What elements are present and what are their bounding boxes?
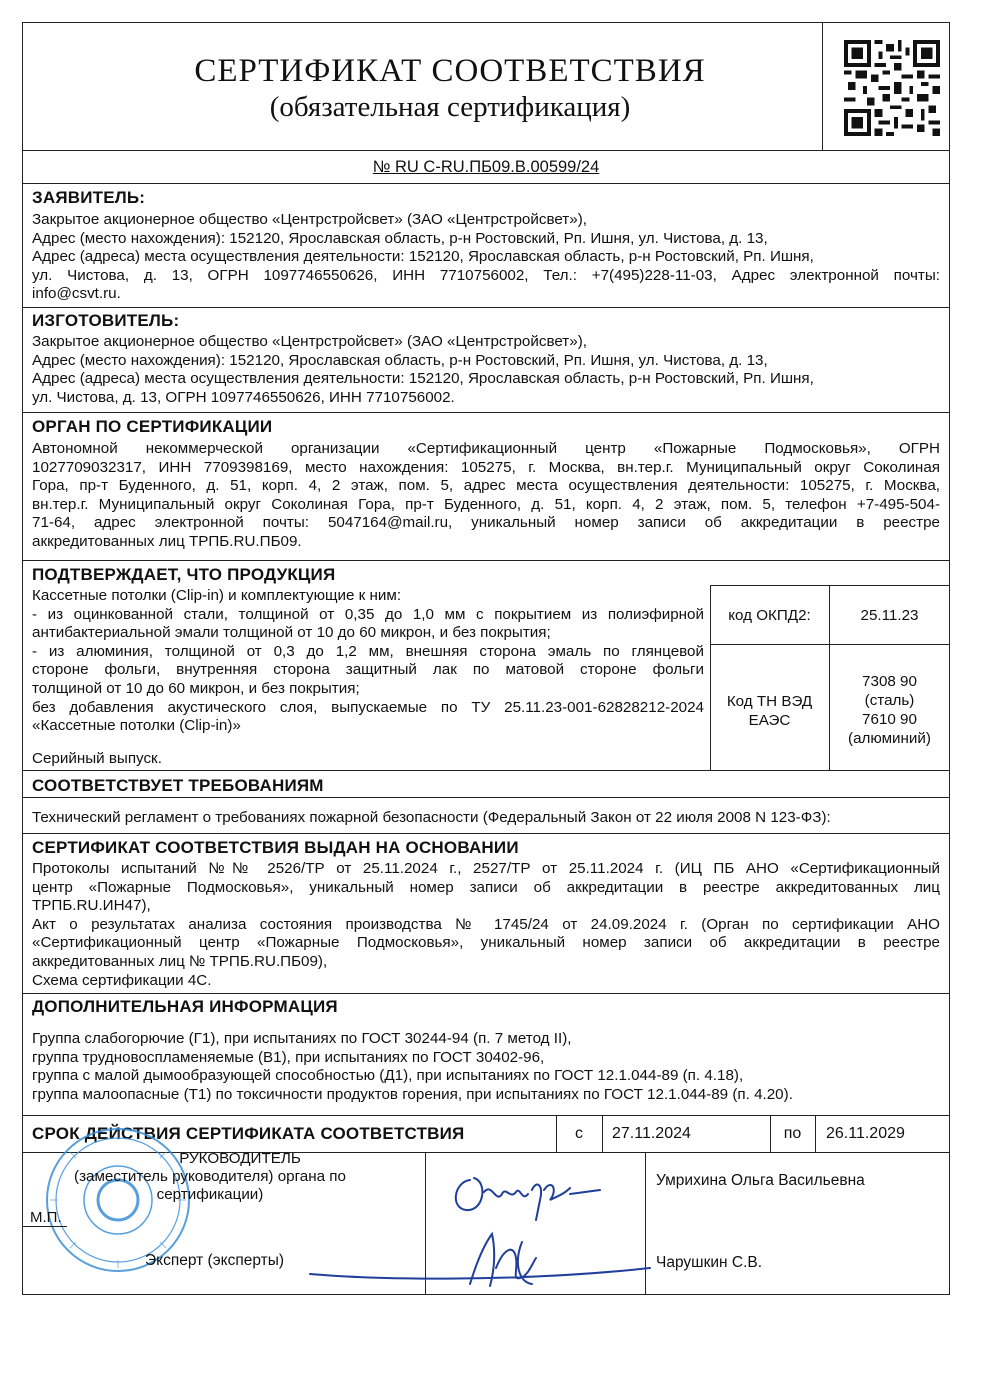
requirements-heading: СООТВЕТСТВУЕТ ТРЕБОВАНИЯМ [32,776,324,795]
basis-line: Протоколы испытаний №№ 2526/ТР от 25.11.2024 г., 2527/ТР от 25.11.2024 г. (ИЦ ПБ АНО «Сертификационный [32,860,940,877]
basis-line: Схема сертификации 4С. [32,971,212,989]
applicant-line: ул. Чистова, д. 13, ОГРН 1097746550626, ИНН 7710756002, Тел.: +7(495)228-11-03, Адрес электронной почты: [32,266,940,284]
tnved-value-line: 7610 90 [862,711,917,728]
cert-body-line: аккредитованных лиц ТРПБ.RU.ПБ09. [32,532,302,550]
validity-heading: СРОК ДЕЙСТВИЯ СЕРТИФИКАТА СООТВЕТСТВИЯ [32,1124,465,1143]
applicant-line: info@csvt.ru. [32,285,121,303]
tnved-label-line: ЕАЭС [748,712,791,729]
tnved-value-line: (алюминий) [848,730,931,747]
okpd-value: 25.11.23 [860,607,919,624]
cert-body-line: вн.тер.г. Муниципальный округ Соколиная Гора, пр-т Буденного, д. 51, корп. 4, 2 этаж, пом. 5, телефон +7-495-504- [32,495,940,513]
head-name: Умрихина Ольга Васильевна [656,1172,865,1189]
expert-label: Эксперт (эксперты) [145,1252,285,1269]
additional-line: группа трудновоспламеняемые (В1), при испытаниях по ГОСТ 30402-96, [32,1048,545,1066]
certificate-number: № RU C-RU.ПБ09.В.00599/24 [372,158,600,176]
basis-line: Акт о результатах анализа состояния производства № 1745/24 от 24.09.2024 г. (Орган по сертификации АНО [32,915,940,933]
validity-to-label: по [783,1125,802,1142]
manufacturer-line: Адрес (адреса) места осуществления деятельности: 152120, Ярославская область, р-н Ростовский, Рп. Ишня, [32,370,814,388]
cert-body-line: 1027709032317, ИНН 7709398169, место нахождения: 105275, г. Москва, вн.тер.г. Муниципальный округ Соколиная [32,458,940,476]
additional-line: Группа слабогорючие (Г1), при испытаниях по ГОСТ 30244-94 (п. 7 метод II), [32,1030,572,1047]
additional-heading: ДОПОЛНИТЕЛЬНАЯ ИНФОРМАЦИЯ [32,997,338,1016]
requirements-text: Технический регламент о требованиях пожарной безопасности (Федеральный Закон от 22 июля 2008 N 123-ФЗ): [32,809,831,826]
expert-name: Чарушкин С.В. [656,1254,763,1271]
certificate-subtitle: (обязательная сертификация) [269,91,631,123]
product-description [32,587,704,736]
seal-place-label: М.П. [30,1209,62,1226]
tnved-value-line: 7308 90 [862,673,917,690]
expert-signature-icon [300,1228,660,1294]
product-heading: ПОДТВЕРЖДАЕТ, ЧТО ПРОДУКЦИЯ [32,565,336,584]
serial-production: Серийный выпуск. [32,750,162,767]
applicant-line: Адрес (адреса) места осуществления деятельности: 152120, Ярославская область, р-н Ростовский, Рп. Ишня, [32,248,814,266]
cert-body-line: Гора, пр-т Буденного, д. 51, корп. 4, 2 этаж, пом. 5, адрес места осуществления деятельности: 105275, г. Москва, [32,477,940,495]
head-label-line: РУКОВОДИТЕЛЬ [179,1150,301,1167]
applicant-line: Закрытое акционерное общество «Центрстройсвет» (ЗАО «Центрстройсвет»), [32,211,587,228]
product-line: «Кассетные потолки (Clip-in)» [32,717,241,735]
cert-body-line: 71-64, адрес электронной почты: 5047164@mail.ru, уникальный номер записи об аккредитации в реестре [32,514,940,532]
validity-from-label: с [575,1125,583,1142]
validity-from-date: 27.11.2024 [612,1125,691,1142]
product-line: толщиной от 10 до 60 микрон, и без покрытия; [32,679,360,697]
basis-heading: СЕРТИФИКАТ СООТВЕТСТВИЯ ВЫДАН НА ОСНОВАНИИ [32,838,519,857]
manufacturer-heading: ИЗГОТОВИТЕЛЬ: [32,311,180,330]
okpd-label: код ОКПД2: [728,607,811,624]
product-line: антибактериальной эмали толщиной от 10 до 60 микрон, и без покрытия; [32,624,551,642]
product-line: стороне фольги, внутренняя сторона защитный лак по матовой стороне фольги [32,661,704,679]
tnved-value [829,672,950,748]
head-label-line: (заместитель руководителя) органа по [74,1168,346,1185]
additional-line: группа малоопасные (Т1) по токсичности продуктов горения, при испытаниях по ГОСТ 12.1.044-89 (п. 4.20). [32,1085,793,1103]
tnved-label [710,692,829,730]
cert-body-line: Автономной некоммерческой организации «Сертификационный центр «Пожарные Подмосковья», ОГРН [32,440,940,457]
cert-body-heading: ОРГАН ПО СЕРТИФИКАЦИИ [32,417,273,436]
validity-to-date: 26.11.2029 [826,1125,905,1142]
product-line: без добавления акустического слоя, выпускаемые по ТУ 25.11.23-001-62828212-2024 [32,698,704,716]
head-of-cert-body-label [30,1150,390,1204]
basis-line: аккредитованных лиц № ТРПБ.RU.ПБ09), [32,952,328,970]
product-line: - из алюминия, толщиной от 0,3 до 1,2 мм, внешняя сторона эмаль по глянцевой [32,642,704,660]
basis-details [32,860,940,990]
tnved-value-line: (сталь) [864,692,915,709]
applicant-details [32,211,940,304]
additional-details [32,1030,940,1104]
product-line: - из оцинкованной стали, толщиной от 0,35 до 1,0 мм с покрытием из полиэфирной [32,605,704,623]
manufacturer-line: Закрытое акционерное общество «Центрстройсвет» (ЗАО «Центрстройсвет»), [32,333,587,350]
qr-code-icon [844,40,940,136]
tnved-label-line: Код ТН ВЭД [726,693,813,710]
applicant-line: Адрес (место нахождения): 152120, Ярославская область, р-н Ростовский, Рп. Ишня, ул. Чистова, д. 13, [32,229,768,247]
basis-line: ТРПБ.RU.ИН47), [32,897,151,915]
certificate-title: СЕРТИФИКАТ СООТВЕТСТВИЯ [194,53,706,89]
head-signature-icon [440,1160,620,1230]
basis-line: «Сертификационный центр «Пожарные Подмосковья», уникальный номер записи об аккредитации в реестре [32,934,940,952]
additional-line: группа с малой дымообразующей способностью (Д1), при испытаниях по ГОСТ 12.1.044-89 (п. 4.18), [32,1067,744,1085]
manufacturer-details [32,333,940,407]
head-label-line: сертификации) [156,1186,264,1203]
product-line: Кассетные потолки (Clip-in) и комплектующие к ним: [32,587,402,604]
manufacturer-line: ул. Чистова, д. 13, ОГРН 1097746550626, ИНН 7710756002. [32,388,455,406]
applicant-heading: ЗАЯВИТЕЛЬ: [32,188,146,207]
basis-line: центр «Пожарные Подмосковья», уникальный номер записи об аккредитации в реестре аккредитованных лиц [32,878,940,896]
manufacturer-line: Адрес (место нахождения): 152120, Ярославская область, р-н Ростовский, Рп. Ишня, ул. Чистова, д. 13, [32,351,768,369]
cert-body-details [32,440,940,552]
